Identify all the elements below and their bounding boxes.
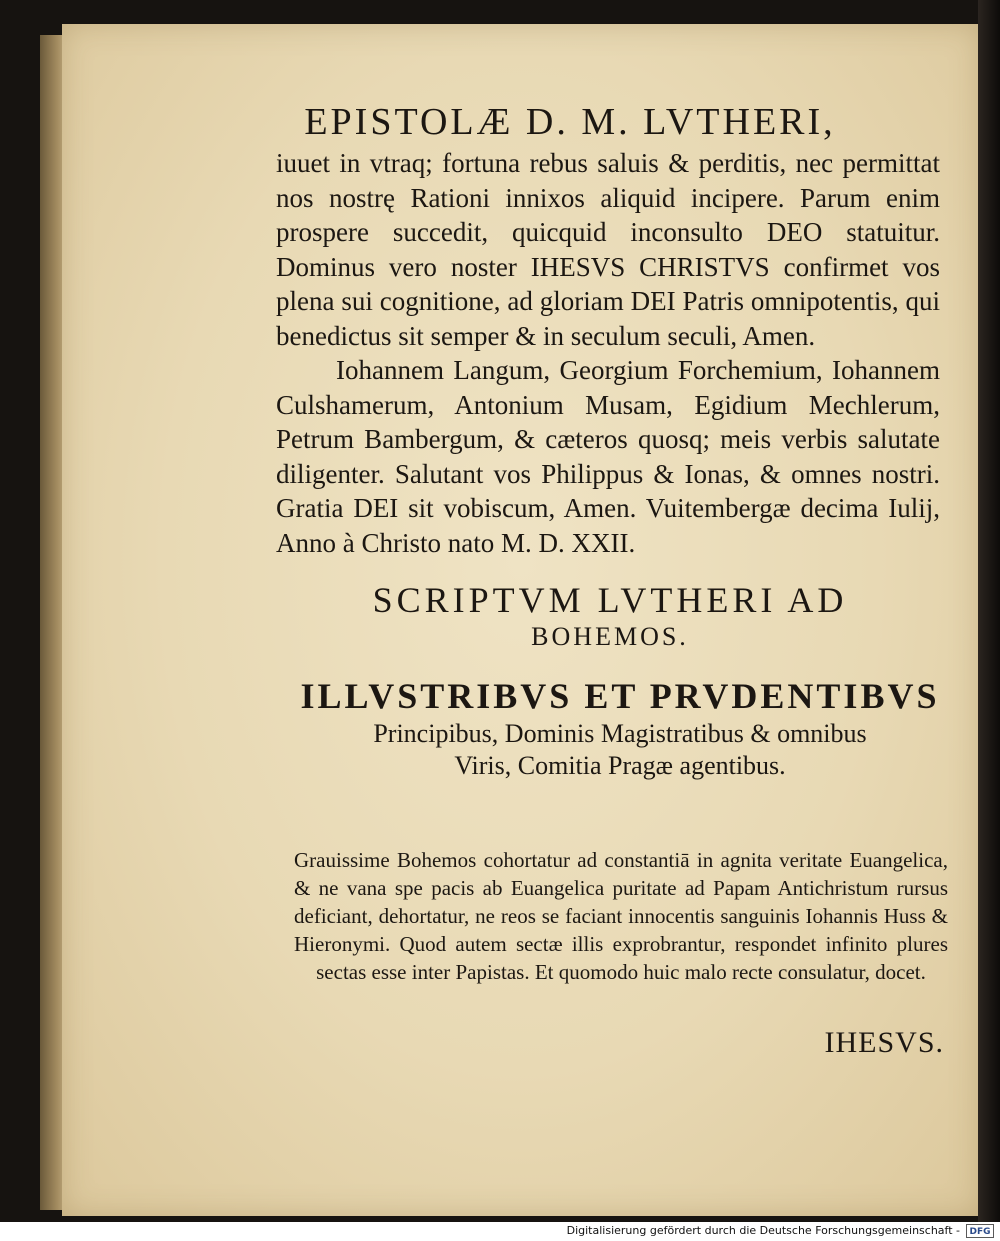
- invocation: IHESVS.: [824, 1026, 944, 1059]
- running-title: EPISTOLÆ D. M. LVTHERI,: [304, 101, 836, 143]
- page-right-edge: [978, 0, 1000, 1222]
- letter-paragraph-2: Iohannem Langum, Georgium Forchemium, Iohannem Culshamerum, Antonium Musam, Egidium Mechlerum, Petrum Bambergum, & cæteros quosq; meis verbis salutate diligenter. Salutant vos Philippus & Ionas, & omnes nostri. Gratia DEI sit vobiscum, Amen. Vuitembergæ decima Iulij, Anno à Christo nato M. D. XXII.: [276, 355, 940, 558]
- address-block: [290, 674, 950, 782]
- letter-paragraph-1: iuuet in vtraq; fortuna rebus saluis & perditis, nec permittat nos nostrę Rationi innixos aliquid incipere. Parum enim prospere succedit, quicquid inconsulto DEO statuitur. Dominus vero noster IHESVS CHRISTVS confirmet vos plena sui cognitione, ad gloriam DEI Patris omnipotentis, qui benedictus sit semper & in seculum seculi, Amen.: [276, 148, 940, 351]
- footer-credit: Digitalisierung gefördert durch die Deutsche Forschungsgemeinschaft -: [566, 1224, 960, 1237]
- section-title: [290, 578, 930, 652]
- digitization-footer: [0, 1222, 1000, 1241]
- section-title-line-1: SCRIPTVM LVTHERI AD: [372, 580, 848, 620]
- address-recipients: Principibus, Dominis Magistratibus & omnibus Viris, Comitia Pragæ agentibus.: [373, 719, 867, 780]
- summary-argument: Grauissime Bohemos cohortatur ad constantiā in agnita veritate Euangelica, & ne vana spe pacis ab Euangelica puritate ad Papam Antichristum rursus deficiant, dehortatur, ne reos se faciant innocentis sanguinis Iohannis Huss & Hieronymi. Quod autem sectæ illis exprobrantur, respondet infinito plures sectas esse inter Papistas. Et quomodo huic malo recte consulatur, docet.: [294, 848, 948, 984]
- address-heading: ILLVSTRIBVS ET PRVDENTIBVS: [300, 676, 940, 716]
- dfg-logo: DFG: [966, 1224, 994, 1238]
- section-title-line-2: BOHEMOS.: [531, 622, 689, 651]
